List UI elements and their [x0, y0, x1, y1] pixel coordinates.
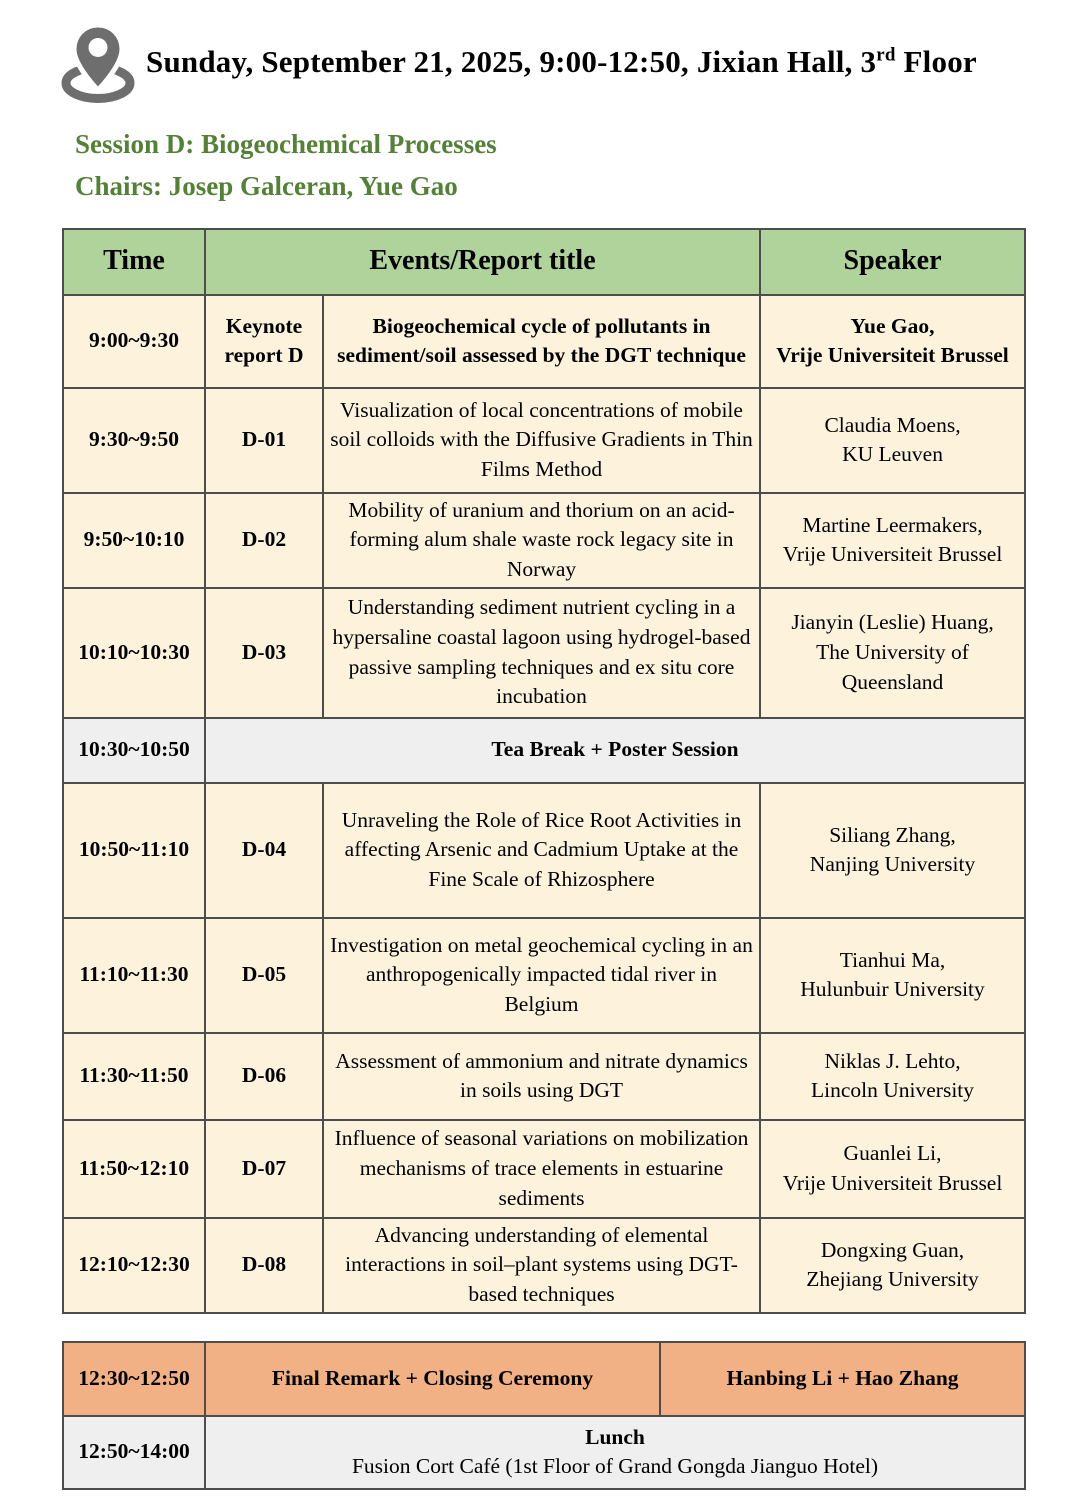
page-title-superscript: rd	[876, 44, 896, 66]
report-id-cell: D-07	[205, 1120, 323, 1218]
page-title	[146, 44, 977, 80]
session-chairs: Chairs: Josep Galceran, Yue Gao	[75, 170, 458, 201]
report-id-cell: D-04	[205, 783, 323, 918]
speaker-cell	[760, 388, 1025, 493]
speaker-name: Dongxing Guan,	[820, 1237, 965, 1262]
speaker-cell	[760, 493, 1025, 588]
speaker-affiliation: KU Leuven	[842, 442, 943, 467]
table-row-d03	[63, 588, 1025, 718]
schedule-table	[62, 228, 1026, 1314]
report-title-cell: Influence of seasonal variations on mobilization mechanisms of trace elements in estuarine sediments	[323, 1120, 760, 1218]
table-row-tea-break	[63, 718, 1025, 783]
table-row-d02	[63, 493, 1025, 588]
time-cell: 9:00~9:30	[63, 295, 205, 388]
column-header-events: Events/Report title	[205, 229, 760, 295]
table-row-d07	[63, 1120, 1025, 1218]
time-cell: 11:30~11:50	[63, 1033, 205, 1120]
time-cell: 10:10~10:30	[63, 588, 205, 718]
speaker-cell	[760, 295, 1025, 388]
time-cell: 9:30~9:50	[63, 388, 205, 493]
report-id-cell: D-03	[205, 588, 323, 718]
table-row-d01	[63, 388, 1025, 493]
time-cell: 10:50~11:10	[63, 783, 205, 918]
document-header	[0, 0, 1078, 108]
speaker-affiliation: Vrije Universiteit Brussel	[782, 542, 1003, 567]
speaker-name: Niklas J. Lehto,	[824, 1048, 961, 1073]
lunch-title: Lunch	[585, 1424, 645, 1449]
speaker-affiliation: Hulunbuir University	[800, 977, 985, 1002]
time-cell: 9:50~10:10	[63, 493, 205, 588]
time-cell: 11:10~11:30	[63, 918, 205, 1033]
report-title-cell: Assessment of ammonium and nitrate dynamics in soils using DGT	[323, 1033, 760, 1120]
location-pin-icon	[52, 17, 144, 111]
speaker-name: Tianhui Ma,	[839, 947, 946, 972]
table-row-lunch	[63, 1416, 1025, 1489]
speaker-cell	[760, 1120, 1025, 1218]
table-row-d04	[63, 783, 1025, 918]
speaker-affiliation: Zhejiang University	[806, 1267, 979, 1292]
report-id-cell: Keynote report D	[205, 295, 323, 388]
report-id-cell: D-01	[205, 388, 323, 493]
table-row-closing-ceremony	[63, 1342, 1025, 1416]
time-cell: 10:30~10:50	[63, 718, 205, 783]
column-header-time: Time	[63, 229, 205, 295]
lunch-cell	[205, 1416, 1025, 1489]
speaker-affiliation: The University of Queensland	[816, 639, 969, 694]
speaker-affiliation: Nanjing University	[809, 852, 976, 877]
time-cell: 12:30~12:50	[63, 1342, 205, 1416]
speaker-name: Guanlei Li,	[843, 1141, 942, 1166]
report-title-cell: Biogeochemical cycle of pollutants in sediment/soil assessed by the DGT technique	[323, 295, 760, 388]
speaker-name: Martine Leermakers,	[802, 512, 983, 537]
session-title: Session D: Biogeochemical Processes	[75, 129, 497, 159]
page-title-main: Sunday, September 21, 2025, 9:00-12:50, Jixian Hall, 3	[146, 44, 877, 79]
column-header-speaker: Speaker	[760, 229, 1025, 295]
closing-table	[62, 1341, 1026, 1490]
report-title-cell: Visualization of local concentrations of mobile soil colloids with the Diffusive Gradients in Thin Films Method	[323, 388, 760, 493]
speaker-name: Claudia Moens,	[824, 412, 961, 437]
speaker-affiliation: Lincoln University	[811, 1078, 975, 1103]
closing-speaker-cell: Hanbing Li + Hao Zhang	[660, 1342, 1025, 1416]
session-heading	[75, 124, 1078, 208]
speaker-cell	[760, 588, 1025, 718]
report-title-cell: Mobility of uranium and thorium on an acid-forming alum shale waste rock legacy site in Norway	[323, 493, 760, 588]
time-cell: 12:50~14:00	[63, 1416, 205, 1489]
page-title-tail: Floor	[895, 44, 977, 79]
speaker-name: Jianyin (Leslie) Huang,	[791, 610, 994, 635]
speaker-name: Siliang Zhang,	[829, 822, 956, 847]
table-row-keynote	[63, 295, 1025, 388]
report-title-cell: Advancing understanding of elemental interactions in soil–plant systems using DGT-based techniques	[323, 1218, 760, 1313]
table-row-d05	[63, 918, 1025, 1033]
report-id-cell: D-02	[205, 493, 323, 588]
speaker-cell	[760, 1033, 1025, 1120]
report-id-cell: D-06	[205, 1033, 323, 1120]
report-id-cell: D-05	[205, 918, 323, 1033]
speaker-cell	[760, 918, 1025, 1033]
report-title-cell: Unraveling the Role of Rice Root Activities in affecting Arsenic and Cadmium Uptake at the Fine Scale of Rhizosphere	[323, 783, 760, 918]
speaker-name: Yue Gao,	[850, 313, 935, 338]
speaker-affiliation: Vrije Universiteit Brussel	[776, 343, 1009, 368]
tea-break-cell: Tea Break + Poster Session	[205, 718, 1025, 783]
speaker-cell	[760, 783, 1025, 918]
table-row-d08	[63, 1218, 1025, 1313]
time-cell: 11:50~12:10	[63, 1120, 205, 1218]
report-id-cell: D-08	[205, 1218, 323, 1313]
lunch-location: Fusion Cort Café (1st Floor of Grand Gongda Jianguo Hotel)	[351, 1454, 879, 1479]
report-title-cell: Investigation on metal geochemical cycling in an anthropogenically impacted tidal river in Belgium	[323, 918, 760, 1033]
speaker-cell	[760, 1218, 1025, 1313]
schedule-header-row	[63, 229, 1025, 295]
speaker-affiliation: Vrije Universiteit Brussel	[782, 1170, 1003, 1195]
table-row-d06	[63, 1033, 1025, 1120]
closing-event-cell: Final Remark + Closing Ceremony	[205, 1342, 660, 1416]
time-cell: 12:10~12:30	[63, 1218, 205, 1313]
report-title-cell: Understanding sediment nutrient cycling in a hypersaline coastal lagoon using hydrogel-based passive sampling techniques and ex situ core incubation	[323, 588, 760, 718]
